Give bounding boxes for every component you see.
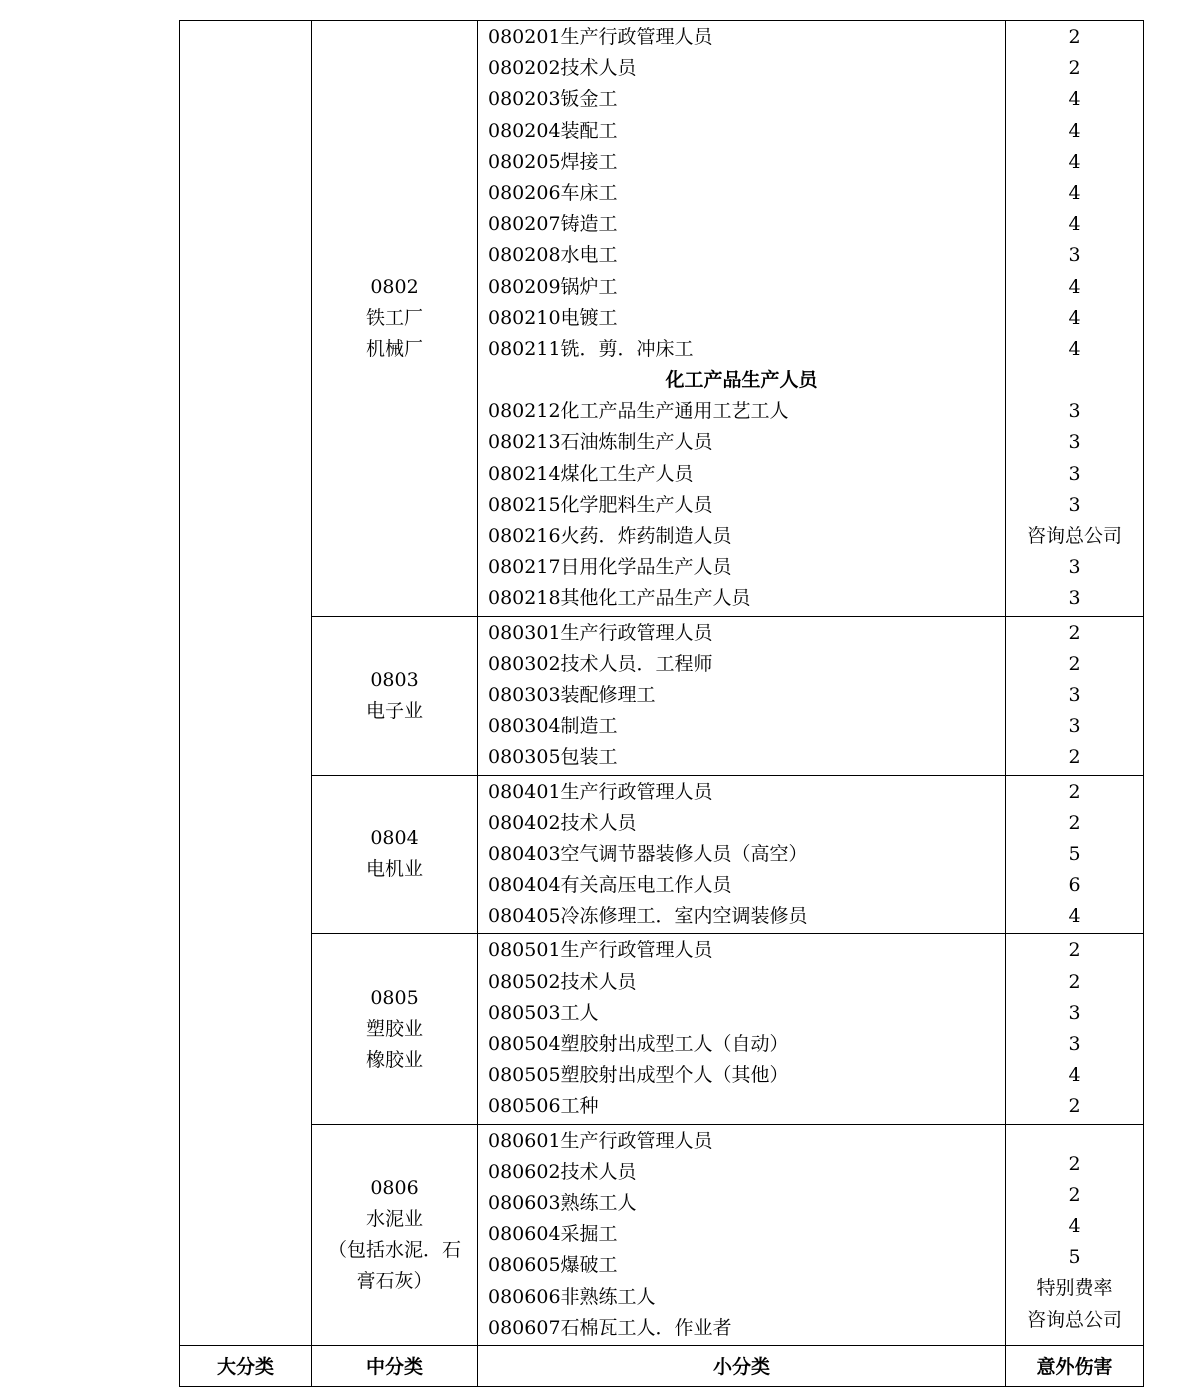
occupation-item: 080302技术人员．工程师 [488,652,713,675]
occupation-item: 080210电镀工 [488,306,618,329]
risk-value: 2 [1068,57,1081,80]
major-category-cell [180,21,312,1346]
middle-category-header: 中分类 [312,1345,478,1386]
middle-category-line: 0806 [370,1176,419,1199]
minor-category-list [478,1124,1006,1345]
occupation-item: 080401生产行政管理人员 [488,780,713,803]
risk-value: 2 [1068,652,1081,675]
middle-category-cell [312,21,478,617]
risk-value: 5 [1068,842,1081,865]
occupation-item: 080607石棉瓦工人．作业者 [488,1316,732,1339]
occupation-item: 080304制造工 [488,715,618,738]
occupation-item: 080504塑胶射出成型工人（自动） [488,1033,789,1055]
middle-category-line: 塑胶业 [365,1017,423,1040]
middle-category-line: 铁工厂 [365,306,423,329]
middle-category-line: 0804 [370,827,419,850]
middle-category-line: 橡胶业 [365,1048,423,1071]
occupation-item: 080202技术人员 [488,57,637,80]
risk-value: 3 [1068,683,1081,706]
occupation-item: 080215化学肥料生产人员 [488,493,713,516]
occupation-item: 080605爆破工 [488,1254,618,1277]
occupation-item: 080204装配工 [488,119,618,142]
risk-value: 2 [1068,970,1081,993]
minor-category-list [478,21,1006,617]
accident-risk-list [1006,775,1144,934]
risk-value: 3 [1068,493,1081,516]
middle-category-cell [312,934,478,1124]
risk-value: 4 [1068,88,1081,111]
category-group-row [180,616,1144,775]
category-group-row [180,21,1144,617]
occupation-item: 080603熟练工人 [488,1191,637,1214]
middle-category-cell [312,616,478,775]
risk-value: 2 [1068,1152,1081,1175]
occupation-item: 080217日用化学品生产人员 [488,556,732,579]
occupation-item: 080506工种 [488,1095,599,1118]
occupation-item: 080405冷冻修理工．室内空调装修员 [488,905,808,928]
risk-value: 2 [1068,621,1081,644]
middle-category-line: 机械厂 [365,337,423,360]
accident-risk-list [1006,1124,1144,1345]
occupation-item: 080301生产行政管理人员 [488,621,713,644]
risk-value: 4 [1068,306,1081,329]
middle-category-line: （包括水泥．石 [327,1238,461,1261]
risk-value: 2 [1068,939,1081,962]
middle-category-line: 电机业 [365,858,423,881]
occupation-item: 080209锅炉工 [488,275,618,298]
occupation-item: 080205焊接工 [488,150,618,173]
major-category-header: 大分类 [180,1345,312,1386]
risk-value: 4 [1068,275,1081,298]
occupation-item: 080502技术人员 [488,970,637,993]
risk-value: 4 [1068,181,1081,204]
risk-value: 4 [1068,119,1081,142]
accident-injury-header: 意外伤害 [1006,1345,1144,1386]
middle-category-line: 水泥业 [365,1207,423,1230]
risk-value: 2 [1068,26,1081,48]
risk-value: 4 [1068,905,1081,928]
risk-value: 4 [1068,1215,1081,1238]
occupation-item: 080213石油炼制生产人员 [488,431,713,454]
risk-value: 4 [1068,1064,1081,1087]
occupation-item: 080305包装工 [488,746,618,769]
risk-value: 4 [1068,150,1081,173]
occupation-table [179,20,1144,1387]
middle-category-cell [312,775,478,934]
risk-value: 咨询总公司 [1026,525,1122,547]
subheading: 化工产品生产人员 [665,369,818,392]
risk-value: 2 [1068,811,1081,834]
middle-category-line: 0803 [370,668,419,691]
risk-value [1006,365,1143,396]
risk-value: 3 [1068,1033,1081,1055]
risk-value: 3 [1068,587,1081,610]
occupation-item: 080207铸造工 [488,213,618,236]
risk-value: 2 [1068,1183,1081,1206]
risk-value: 2 [1068,780,1081,803]
risk-value: 3 [1068,1001,1081,1024]
occupation-item: 080203钣金工 [488,88,618,111]
occupation-item: 080402技术人员 [488,811,637,834]
occupation-table-body [180,21,1144,1387]
middle-category-cell [312,1124,478,1345]
minor-category-list [478,775,1006,934]
occupation-item: 080211铣．剪．冲床工 [488,337,694,360]
occupation-item: 080212化工产品生产通用工艺工人 [488,400,789,423]
header-row [180,1345,1144,1386]
accident-risk-list [1006,21,1144,617]
occupation-item: 080606非熟练工人 [488,1285,656,1308]
risk-value: 3 [1068,244,1081,267]
occupation-item: 080206车床工 [488,181,618,204]
occupation-item: 080501生产行政管理人员 [488,939,713,962]
occupation-item: 080505塑胶射出成型个人（其他） [488,1064,789,1087]
category-group-row [180,775,1144,934]
minor-category-list [478,934,1006,1124]
risk-value: 3 [1068,400,1081,423]
risk-value: 2 [1068,746,1081,769]
risk-value: 5 [1068,1246,1081,1269]
risk-value: 3 [1068,556,1081,579]
occupation-item: 080604采掘工 [488,1223,618,1246]
risk-value: 3 [1068,715,1081,738]
occupation-item: 080208水电工 [488,244,618,267]
occupation-item: 080503工人 [488,1001,599,1024]
category-group-row [180,1124,1144,1345]
accident-risk-list [1006,934,1144,1124]
occupation-item: 080214煤化工生产人员 [488,462,694,485]
risk-value: 4 [1068,337,1081,360]
minor-category-list [478,616,1006,775]
middle-category-line: 膏石灰） [356,1269,433,1292]
occupation-item: 080601生产行政管理人员 [488,1129,713,1152]
risk-value: 特别费率 [1036,1277,1113,1300]
occupation-item: 080403空气调节器装修人员（高空） [488,842,808,865]
occupation-item: 080216火药．炸药制造人员 [488,525,732,547]
accident-risk-list [1006,616,1144,775]
middle-category-line: 电子业 [365,699,423,722]
risk-value: 2 [1068,1095,1081,1118]
risk-value: 6 [1068,874,1081,897]
minor-category-header: 小分类 [478,1345,1006,1386]
occupation-item: 080404有关高压电工作人员 [488,874,732,897]
occupation-item: 080201生产行政管理人员 [488,26,713,48]
middle-category-line: 0802 [370,275,419,298]
risk-value: 3 [1068,431,1081,454]
occupation-item: 080218其他化工产品生产人员 [488,587,751,610]
occupation-item: 080303装配修理工 [488,683,656,706]
category-group-row [180,934,1144,1124]
risk-value: 3 [1068,462,1081,485]
risk-value: 4 [1068,213,1081,236]
occupation-item: 080602技术人员 [488,1160,637,1183]
risk-value: 咨询总公司 [1026,1308,1122,1331]
middle-category-line: 0805 [370,986,419,1009]
